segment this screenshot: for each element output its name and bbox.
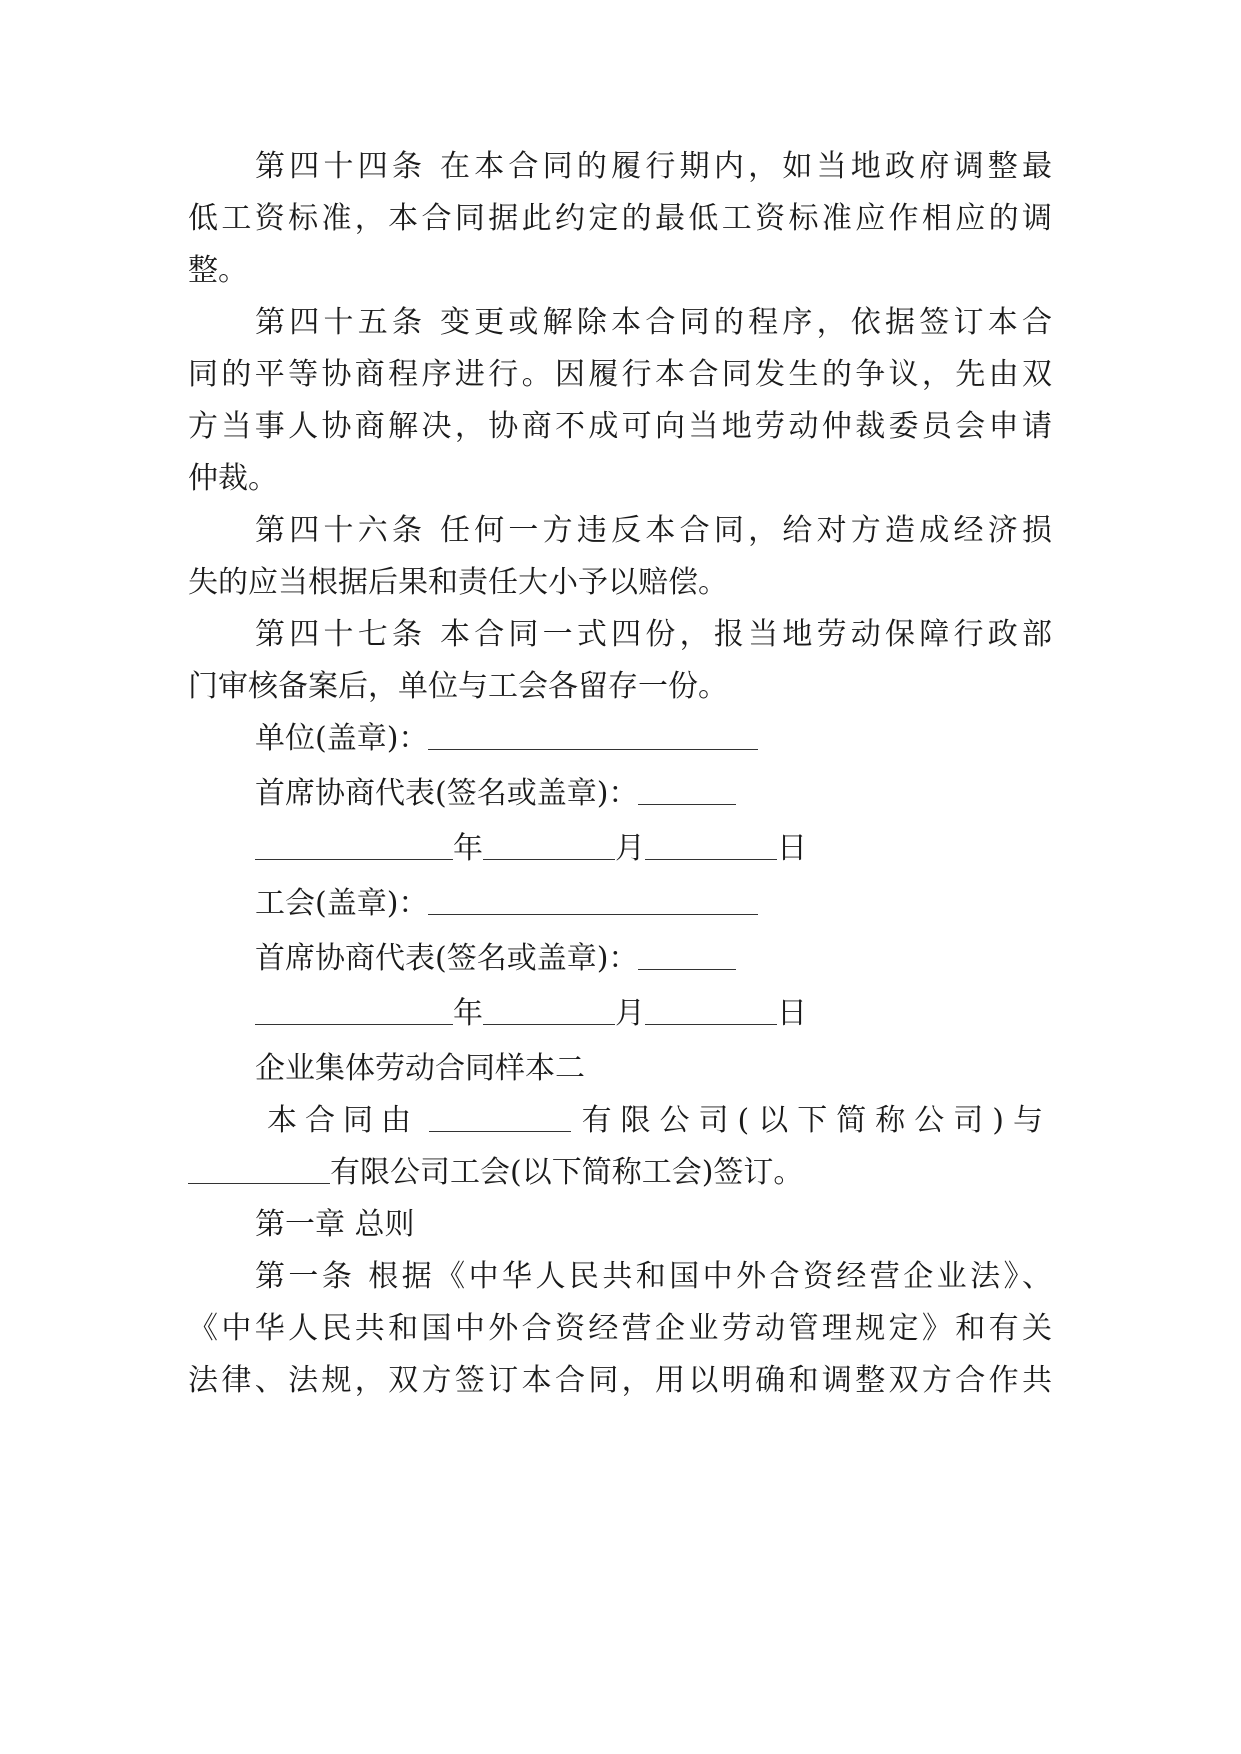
- unit-seal-row: [255, 719, 758, 759]
- article-44-line-1: 第四十四条 在本合同的履行期内，如当地政府调整最: [255, 149, 1052, 184]
- year-label: 年: [453, 831, 483, 866]
- article-46-line-1: 第四十六条 任何一方违反本合同，给对方造成经济损: [255, 513, 1052, 548]
- union-name-blank[interactable]: [188, 1153, 330, 1184]
- union-year-blank[interactable]: [255, 994, 453, 1025]
- article-45-line-3: 方当事人协商解决，协商不成可向当地劳动仲裁委员会申请: [188, 409, 1052, 444]
- union-seal-row: [255, 884, 758, 924]
- month-label: 月: [615, 831, 645, 866]
- unit-chief-rep-blank[interactable]: [638, 774, 736, 805]
- month-label: 月: [615, 996, 645, 1031]
- union-month-blank[interactable]: [483, 994, 615, 1025]
- unit-seal-label: 单位(盖章)：: [255, 721, 429, 756]
- article-47-line-1: 第四十七条 本合同一式四份，报当地劳动保障行政部: [255, 617, 1052, 652]
- union-chief-rep-blank[interactable]: [638, 939, 736, 970]
- article-1-line-3: 法律、法规，双方签订本合同，用以明确和调整双方合作共: [188, 1363, 1052, 1398]
- article-1-line-1: 第一条 根据《中华人民共和国中外合资经营企业法》、: [255, 1259, 1052, 1294]
- article-1-line-2: 《中华人民共和国中外合资经营企业劳动管理规定》和有关: [188, 1311, 1052, 1346]
- intro-part-1: 本合同由: [267, 1103, 419, 1138]
- year-label: 年: [453, 996, 483, 1031]
- article-45-line-1: 第四十五条 变更或解除本合同的程序，依据签订本合: [255, 305, 1052, 340]
- union-date-row: [255, 994, 807, 1034]
- unit-chief-rep-label: 首席协商代表(签名或盖章)：: [255, 776, 639, 811]
- union-seal-label: 工会(盖章)：: [255, 886, 429, 921]
- intro-part-2: 有限公司(以下简称公司)与: [581, 1103, 1052, 1138]
- article-45-line-2: 同的平等协商程序进行。因履行本合同发生的争议，先由双: [188, 357, 1052, 392]
- day-label: 日: [777, 996, 807, 1031]
- article-46-line-2: 失的应当根据后果和责任大小予以赔偿。: [188, 565, 728, 600]
- unit-month-blank[interactable]: [483, 829, 615, 860]
- unit-seal-blank[interactable]: [428, 719, 758, 750]
- article-44-line-2: 低工资标准，本合同据此约定的最低工资标准应作相应的调: [188, 201, 1052, 236]
- union-chief-rep-row: [255, 939, 736, 979]
- unit-year-blank[interactable]: [255, 829, 453, 860]
- union-seal-blank[interactable]: [428, 884, 758, 915]
- sample-title: 企业集体劳动合同样本二: [255, 1051, 585, 1086]
- chapter-1-heading: 第一章 总则: [255, 1207, 415, 1242]
- unit-date-row: [255, 829, 807, 869]
- union-chief-rep-label: 首席协商代表(签名或盖章)：: [255, 941, 639, 976]
- day-label: 日: [777, 831, 807, 866]
- unit-day-blank[interactable]: [645, 829, 777, 860]
- company-name-blank[interactable]: [429, 1101, 571, 1132]
- unit-chief-rep-row: [255, 774, 736, 814]
- article-47-line-2: 门审核备案后，单位与工会各留存一份。: [188, 669, 728, 704]
- intro-part-3: 有限公司工会(以下简称工会)签订。: [330, 1155, 804, 1190]
- article-44-line-3: 整。: [188, 253, 248, 288]
- union-day-blank[interactable]: [645, 994, 777, 1025]
- article-45-line-4: 仲裁。: [188, 461, 278, 496]
- intro-line-2: [188, 1153, 803, 1193]
- intro-line-1: [255, 1101, 1052, 1141]
